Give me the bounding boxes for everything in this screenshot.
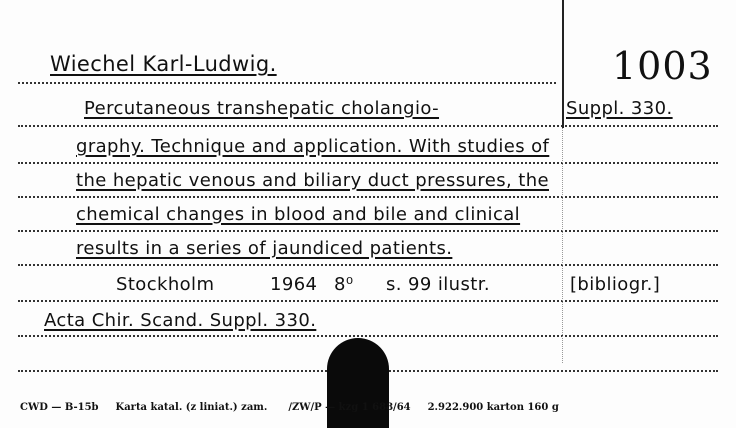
rule-line [18,300,718,302]
imprint-pages: s. 99 ilustr. [386,274,490,295]
footer-form-name: Karta katal. (z liniat.) zam. [115,402,268,413]
imprint-bibliography: [bibliogr.] [570,274,661,295]
imprint-format: 8⁰ [334,274,354,295]
catalog-number: 1003 [612,44,713,88]
series-note: Acta Chir. Scand. Suppl. 330. [44,310,317,331]
rule-line [18,264,718,266]
author-name: Wiechel Karl-Ludwig. [50,52,277,76]
rule-line [18,162,718,164]
title-line-1: Percutaneous transhepatic cholangio- [84,98,440,119]
title-line-5: results in a series of jaundiced patients. [76,238,453,259]
rule-line [18,82,556,84]
rule-line [18,125,718,127]
punch-hole [327,338,389,428]
rule-line [18,230,718,232]
imprint-place: Stockholm [116,274,215,295]
title-line-4: chemical changes in blood and bile and clinical [76,204,521,225]
title-line-3: the hepatic venous and biliary duct pressures, the [76,170,549,191]
column-divider [562,0,564,128]
printer-footer [20,402,559,413]
title-line-2: graphy. Technique and application. With studies of [76,136,550,157]
footer-zw: /ZW/P — kzg 1 688/64 [288,402,411,413]
rule-line [18,335,718,337]
suppl-reference: Suppl. 330. [566,98,673,119]
rule-line [18,196,718,198]
footer-code: CWD — B-15b [20,402,99,413]
imprint-year: 1964 [270,274,318,295]
column-divider-faint [562,128,564,363]
footer-print-run: 2.922.900 karton 160 g [427,402,559,413]
